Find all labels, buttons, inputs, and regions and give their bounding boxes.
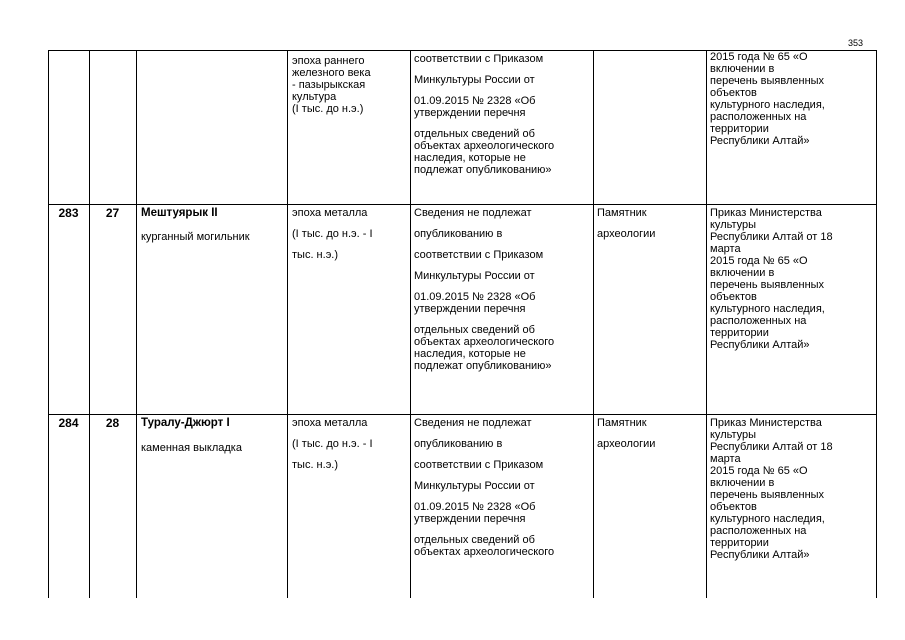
cell-line: железного века: [292, 67, 371, 79]
row-sub-number: 28: [105, 416, 120, 430]
cell-line: археологии: [597, 438, 656, 450]
cell-line: [414, 119, 592, 128]
cell-line: Памятник: [597, 207, 647, 219]
cell-line: археологии: [597, 228, 656, 240]
cell-line: (I тыс. до н.э. - I: [292, 438, 373, 450]
row-sub-number: 27: [105, 206, 120, 220]
object-type: курганный могильник: [141, 231, 250, 243]
period-cell: [292, 207, 407, 261]
cell-line: [414, 471, 592, 480]
cell-line: утверждении перечня: [414, 513, 526, 525]
cell-line: культура: [292, 91, 337, 103]
order-cell: [710, 417, 874, 561]
cell-line: объектах археологического: [414, 546, 555, 558]
cell-line: расположенных на: [710, 315, 807, 327]
cell-line: Республики Алтай от 18: [710, 231, 833, 243]
category-cell: [597, 207, 703, 240]
cell-line: опубликованию в: [414, 228, 503, 240]
cell-line: наследия, которые не: [414, 152, 526, 164]
cell-line: эпоха металла: [292, 417, 368, 429]
cell-line: соответствии с Приказом: [414, 459, 544, 471]
cell-line: включении в: [710, 477, 775, 489]
cell-line: Республики Алтай»: [710, 549, 810, 561]
cell-line: [414, 282, 592, 291]
cell-line: (I тыс. до н.э.): [292, 103, 364, 115]
cell-line: объектов: [710, 291, 757, 303]
cell-line: [292, 429, 407, 438]
info-cell: [414, 207, 592, 372]
column-divider: [410, 50, 411, 598]
cell-line: объектах археологического: [414, 140, 555, 152]
period-cell: [292, 55, 407, 115]
cell-line: территории: [710, 537, 769, 549]
cell-line: [414, 240, 592, 249]
column-divider: [876, 50, 877, 598]
period-cell: [292, 417, 407, 471]
order-cell: [710, 51, 874, 147]
cell-line: 2015 года № 65 «О: [710, 255, 808, 267]
cell-line: подлежат опубликованию»: [414, 360, 552, 372]
info-cell: [414, 417, 592, 558]
cell-line: [597, 219, 703, 228]
cell-line: включении в: [710, 63, 775, 75]
cell-line: Сведения не подлежат: [414, 417, 532, 429]
cell-line: эпоха раннего: [292, 55, 365, 67]
row-divider: [48, 204, 876, 205]
cell-line: культурного наследия,: [710, 99, 825, 111]
cell-line: перечень выявленных: [710, 489, 825, 501]
cell-line: расположенных на: [710, 111, 807, 123]
cell-line: Минкультуры России от: [414, 270, 535, 282]
cell-line: культурного наследия,: [710, 303, 825, 315]
cell-line: территории: [710, 123, 769, 135]
row-number: 284: [58, 416, 79, 430]
cell-line: перечень выявленных: [710, 279, 825, 291]
cell-line: [414, 450, 592, 459]
object-name: Туралу-Джюрт I: [141, 417, 230, 429]
cell-line: 01.09.2015 № 2328 «Об: [414, 95, 536, 107]
cell-line: 01.09.2015 № 2328 «Об: [414, 291, 536, 303]
column-divider: [593, 50, 594, 598]
cell-line: подлежат опубликованию»: [414, 164, 552, 176]
cell-line: тыс. н.э.): [292, 249, 339, 261]
cell-line: Республики Алтай»: [710, 339, 810, 351]
column-divider: [48, 50, 49, 598]
cell-line: [414, 219, 592, 228]
cell-line: 01.09.2015 № 2328 «Об: [414, 501, 536, 513]
cell-line: объектов: [710, 501, 757, 513]
cell-line: отдельных сведений об: [414, 324, 535, 336]
cell-line: [292, 240, 407, 249]
cell-line: Республики Алтай»: [710, 135, 810, 147]
cell-line: территории: [710, 327, 769, 339]
cell-line: соответствии с Приказом: [414, 249, 544, 261]
cell-line: расположенных на: [710, 525, 807, 537]
cell-line: эпоха металла: [292, 207, 368, 219]
cell-line: (I тыс. до н.э. - I: [292, 228, 373, 240]
cell-line: утверждении перечня: [414, 107, 526, 119]
cell-line: культурного наследия,: [710, 513, 825, 525]
cell-line: 2015 года № 65 «О: [710, 51, 808, 63]
cell-line: [414, 525, 592, 534]
heritage-table: [48, 50, 876, 598]
cell-line: - пазырыкская: [292, 79, 366, 91]
cell-line: соответствии с Приказом: [414, 53, 544, 65]
cell-line: культуры: [710, 429, 757, 441]
column-divider: [706, 50, 707, 598]
cell-line: [414, 429, 592, 438]
cell-line: Минкультуры России от: [414, 74, 535, 86]
cell-line: Республики Алтай от 18: [710, 441, 833, 453]
cell-line: отдельных сведений об: [414, 128, 535, 140]
cell-line: тыс. н.э.): [292, 459, 339, 471]
cell-line: [414, 261, 592, 270]
category-cell: [597, 417, 703, 450]
cell-line: Памятник: [597, 417, 647, 429]
cell-line: Минкультуры России от: [414, 480, 535, 492]
row-divider: [48, 414, 876, 415]
cell-line: [414, 86, 592, 95]
cell-line: марта: [710, 243, 741, 255]
cell-line: [292, 219, 407, 228]
cell-line: Приказ Министерства: [710, 207, 822, 219]
cell-line: [414, 492, 592, 501]
cell-line: перечень выявленных: [710, 75, 825, 87]
info-cell: [414, 53, 592, 176]
column-divider: [136, 50, 137, 598]
column-divider: [89, 50, 90, 598]
object-name: Мештуярык II: [141, 207, 218, 219]
object-type: каменная выкладка: [141, 442, 242, 454]
cell-line: [597, 429, 703, 438]
cell-line: Приказ Министерства: [710, 417, 822, 429]
cell-line: объектов: [710, 87, 757, 99]
cell-line: объектах археологического: [414, 336, 555, 348]
page-number: 353: [848, 38, 864, 48]
row-number: 283: [58, 206, 79, 220]
cell-line: наследия, которые не: [414, 348, 526, 360]
cell-line: опубликованию в: [414, 438, 503, 450]
cell-line: [414, 65, 592, 74]
cell-line: марта: [710, 453, 741, 465]
cell-line: [292, 450, 407, 459]
cell-line: Сведения не подлежат: [414, 207, 532, 219]
cell-line: утверждении перечня: [414, 303, 526, 315]
cell-line: культуры: [710, 219, 757, 231]
cell-line: отдельных сведений об: [414, 534, 535, 546]
cell-line: 2015 года № 65 «О: [710, 465, 808, 477]
cell-line: включении в: [710, 267, 775, 279]
cell-line: [414, 315, 592, 324]
order-cell: [710, 207, 874, 351]
column-divider: [287, 50, 288, 598]
